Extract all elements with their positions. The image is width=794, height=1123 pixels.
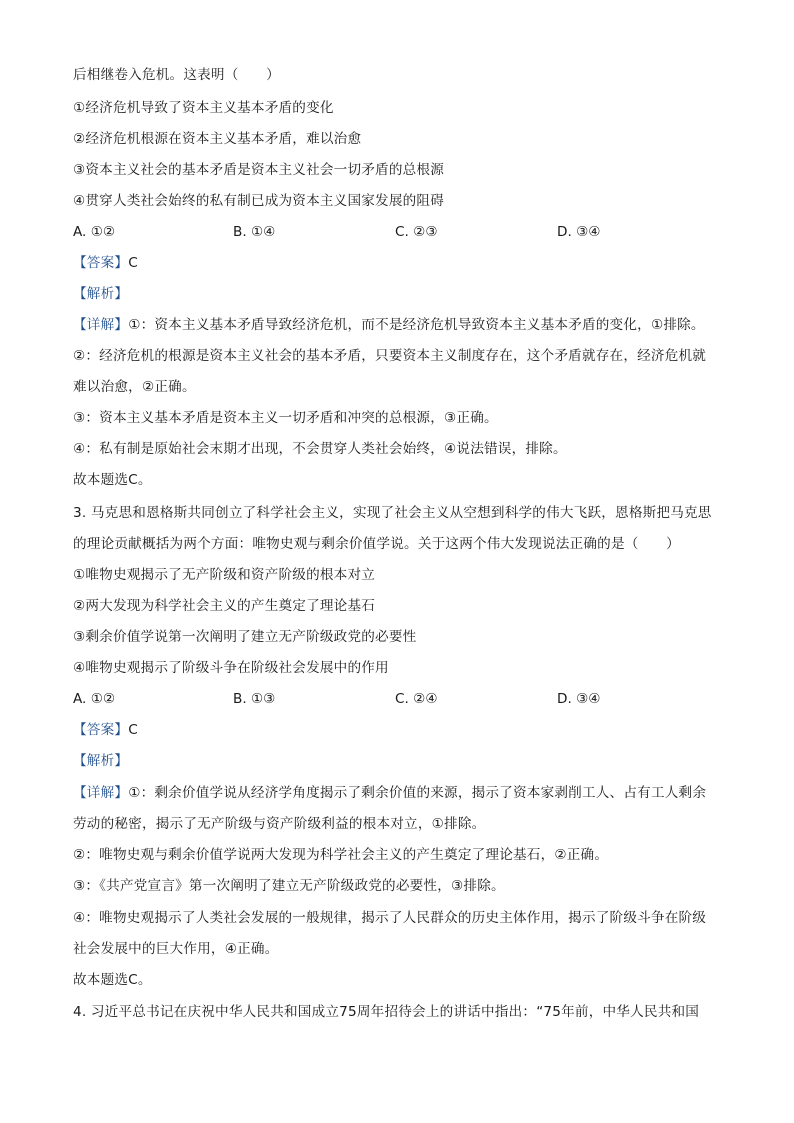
q2-detail-1 (73, 316, 723, 334)
q2-statement-2: ②经济危机根源在资本主义基本矛盾，难以治愈 (73, 131, 362, 147)
q2-analysis (73, 285, 723, 303)
q2-option-d: D. ③④ (557, 224, 601, 240)
q3-detail-2: 劳动的秘密，揭示了无产阶级与资产阶级利益的根本对立，①排除。 (73, 816, 486, 832)
q3-option-b: B. ①③ (233, 691, 276, 707)
detail-tag: 【详解】 (73, 785, 129, 801)
q2-option-a: A. ①② (73, 224, 116, 240)
q3-detail-1 (73, 784, 723, 802)
analysis-tag: 【解析】 (73, 753, 129, 769)
q2-options (73, 223, 723, 241)
q2-detail-3: 难以治愈，②正确。 (73, 379, 196, 395)
q3-answer (73, 721, 723, 739)
q3-analysis (73, 752, 723, 770)
detail-tag: 【详解】 (73, 317, 129, 333)
q3-option-d: D. ③④ (557, 691, 601, 707)
q2-statement-4: ④贯穿人类社会始终的私有制已成为资本主义国家发展的阻碍 (73, 193, 445, 209)
q4-stem-1: 4. 习近平总书记在庆祝中华人民共和国成立75周年招待会上的讲话中指出：“75年前，中华人民共和国 (73, 1004, 700, 1020)
q2-detail-5: ④：私有制是原始社会末期才出现，不会贯穿人类社会始终，④说法错误，排除。 (73, 441, 567, 457)
answer-value: C (128, 722, 138, 738)
q3-options (73, 690, 723, 708)
q3-stem-2: 的理论贡献概括为两个方面：唯物史观与剩余价值学说。关于这两个伟大发现说法正确的是（ ） (73, 536, 680, 552)
q3-stem-1: 3. 马克思和恩格斯共同创立了科学社会主义，实现了社会主义从空想到科学的伟大飞跃，恩格斯把马克思 (73, 505, 712, 521)
q2-detail-2: ②：经济危机的根源是资本主义社会的基本矛盾，只要资本主义制度存在，这个矛盾就存在，经济危机就 (73, 348, 707, 364)
answer-tag: 【答案】 (73, 722, 129, 738)
analysis-tag: 【解析】 (73, 286, 129, 302)
q2-conclusion: 故本题选C。 (73, 472, 152, 488)
q2-answer (73, 254, 723, 272)
q3-statement-1: ①唯物史观揭示了无产阶级和资产阶级的根本对立 (73, 567, 376, 583)
q2-statement-3: ③资本主义社会的基本矛盾是资本主义社会一切矛盾的总根源 (73, 162, 445, 178)
answer-value: C (128, 255, 138, 271)
q2-option-b: B. ①④ (233, 224, 276, 240)
q3-option-a: A. ①② (73, 691, 116, 707)
q3-statement-2: ②两大发现为科学社会主义的产生奠定了理论基石 (73, 598, 376, 614)
q3-detail-6: 社会发展中的巨大作用，④正确。 (73, 941, 279, 957)
detail-text: ①：剩余价值学说从经济学角度揭示了剩余价值的来源，揭示了资本家剥削工人、占有工人剩余 (128, 785, 707, 801)
q3-detail-5: ④：唯物史观揭示了人类社会发展的一般规律，揭示了人民群众的历史主体作用，揭示了阶级斗争在阶级 (73, 910, 707, 926)
q3-statement-3: ③剩余价值学说第一次阐明了建立无产阶级政党的必要性 (73, 629, 417, 645)
detail-text: ①：资本主义基本矛盾导致经济危机，而不是经济危机导致资本主义基本矛盾的变化，①排除。 (128, 317, 705, 333)
q3-option-c: C. ②④ (395, 691, 438, 707)
q2-statement-1: ①经济危机导致了资本主义基本矛盾的变化 (73, 100, 334, 116)
answer-tag: 【答案】 (73, 255, 129, 271)
q2-stem-end: 后相继卷入危机。这表明（ ） (73, 67, 280, 83)
q2-detail-4: ③：资本主义基本矛盾是资本主义一切矛盾和冲突的总根源，③正确。 (73, 410, 498, 426)
q3-conclusion: 故本题选C。 (73, 972, 152, 988)
q2-option-c: C. ②③ (395, 224, 438, 240)
q3-statement-4: ④唯物史观揭示了阶级斗争在阶级社会发展中的作用 (73, 660, 389, 676)
q3-detail-4: ③：《共产党宣言》第一次阐明了建立无产阶级政党的必要性，③排除。 (73, 878, 505, 894)
q3-detail-3: ②：唯物史观与剩余价值学说两大发现为科学社会主义的产生奠定了理论基石，②正确。 (73, 847, 609, 863)
